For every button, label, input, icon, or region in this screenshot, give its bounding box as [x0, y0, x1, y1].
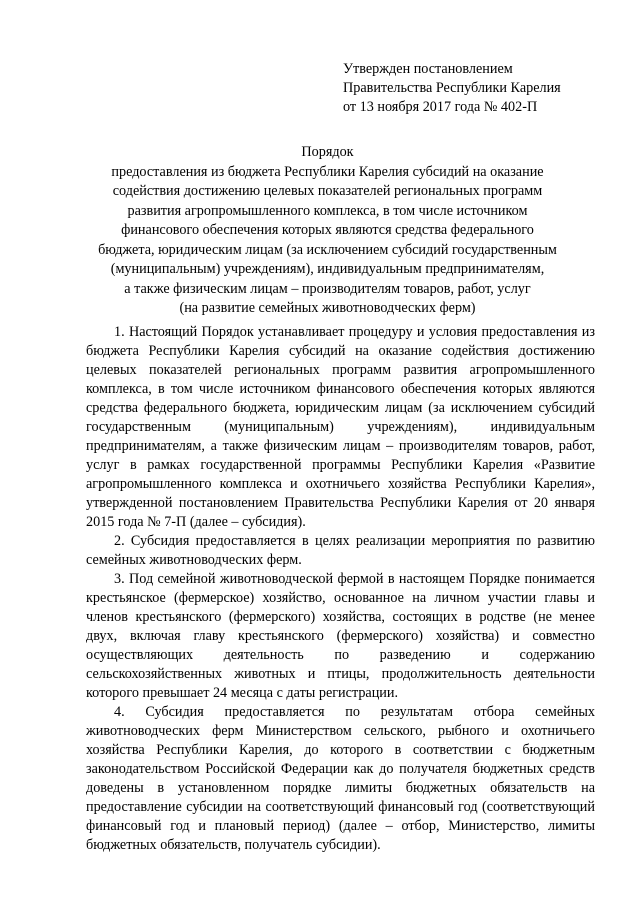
title-line: бюджета, юридическим лицам (за исключением субсидий государственным — [98, 241, 557, 258]
document-title — [60, 143, 595, 319]
title-line: предоставления из бюджета Республики Карелия субсидий на оказание — [111, 163, 544, 180]
title-line: (на развитие семейных животноводческих ферм) — [179, 300, 476, 316]
paragraph-2: 2. Субсидия предоставляется в целях реализации мероприятия по развитию семейных животноводческих ферм. — [86, 533, 595, 568]
paragraph-4: 4. Субсидия предоставляется по результатам отбора семейных животноводческих ферм Министерством сельского, рыбного и охотничьего хозяйства Республики Карелия, до которого в соответствии с бюджетным законодательством Российской Федерации как до получателя бюджетных средств доведены в установленном порядке лимиты бюджетных обязательств на предоставление субсидии на соответствующий финансовый год (соответствующий финансовый год и плановый период) (далее – отбор, Министерство, лимиты бюджетных обязательств, получатель субсидии). — [86, 704, 595, 853]
document-body — [86, 323, 595, 855]
approval-line-2: Правительства Республики Карелия — [343, 80, 561, 96]
title-line: содействия достижению целевых показателей региональных программ — [112, 183, 543, 199]
paragraph-3: 3. Под семейной животноводческой фермой в настоящем Порядке понимается крестьянское (фермерское) хозяйство, основанное на личном участии главы и членов крестьянского (фермерского) хозяйства, состоящих в родстве (не менее двух, включая главу крестьянского (фермерского) хозяйства) и совместно осуществляющих деятельность по разведению и содержанию сельскохозяйственных животных и птицы, продолжительность деятельности которого превышает 24 месяца с даты регистрации. — [86, 571, 595, 701]
title-line: финансового обеспечения которых являются средства федерального — [121, 222, 534, 238]
approval-line-3: от 13 ноября 2017 года № 402-П — [343, 99, 538, 115]
title-line: развития агропромышленного комплекса, в том числе источником — [127, 202, 528, 219]
approval-line-1: Утвержден постановлением — [343, 61, 513, 77]
title-line: а также физическим лицам – производителям товаров, работ, услуг — [124, 280, 531, 297]
title-heading: Порядок — [301, 144, 354, 160]
approval-stamp — [343, 60, 623, 117]
title-line: (муниципальным) учреждениям), индивидуальным предпринимателям, — [110, 261, 545, 277]
paragraph-1: 1. Настоящий Порядок устанавливает процедуру и условия предоставления из бюджета Республики Карелия субсидий на оказание содействия достижению целевых показателей региональных программ развития агропромышленного комплекса, в том числе источником финансового обеспечения которых являются средства федерального бюджета, юридическим лицам (за исключением субсидий государственным (муниципальным) учреждениям), индивидуальным предпринимателям, а также физическим лицам – производителям товаров, работ, услуг в рамках государственной программы Республики Карелия «Развитие агропромышленного комплекса и охотничьего хозяйства Республики Карелия», утвержденной постановлением Правительства Республики Карелия от 20 января 2015 года № 7-П (далее – субсидия). — [86, 324, 595, 530]
